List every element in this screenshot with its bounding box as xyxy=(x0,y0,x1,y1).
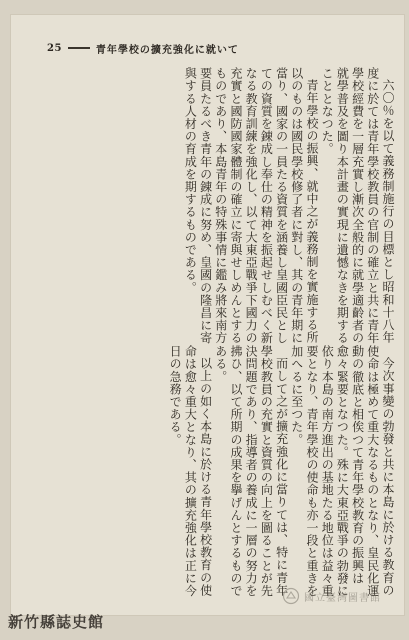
paragraph: 青年學校の振興、就中之が義務制を實施する所以のものは國民學校修了者に對し、其の青年期に當り、國家の一員たる資質を涵養し皇國臣民としての資質を錬成し奉仕の精神を振起せしむべく新なる教育訓練を強化し、以て大東亞戰爭下國力の充實と國防國家體制の確立に寄與せしめんとするものであり、本島青年の特殊事情に鑑み將來南方要員たるべき青年の錬成に努め、皇國の隆昌に寄與する人材の育成を期するものである。 xyxy=(183,67,319,345)
document-page xyxy=(10,14,405,616)
running-header xyxy=(47,41,386,55)
page-number: 25 xyxy=(47,42,62,54)
running-title: 青年學校の擴充強化に就いて xyxy=(95,44,239,56)
paragraph: 而して之が擴充強化に當りては、特に青年學校教員の充實と資質の向上を圖ることが先決問題であり、指導者の養成に一層の努力を拂ひ、以て所期の成果を擧げんとするものである。 xyxy=(213,345,289,597)
library-logo-icon xyxy=(282,587,300,605)
header-rule xyxy=(68,47,90,49)
paragraph: 以上の如く本島に於ける青年學校教育の使命は愈々重大となり、其の擴充強化は正に今日の急務である。 xyxy=(168,345,213,597)
library-watermark xyxy=(282,587,398,605)
body-text-upper xyxy=(51,67,395,347)
body-text-lower xyxy=(51,345,395,607)
paragraph: 六〇％を以て義務制施行の目標とし昭和十八年度に於ては青年學校教員の官制の確立と共に青年學校經費を一層充實し漸次全般的に就學適齡者の就學普及を圖り本計畫の實現に遺憾なきを期することとなつた。 xyxy=(320,67,395,345)
paragraph: 今次事變の勃發と共に本島に於ける教育の使命は極めて重大なるものとなり、皇民化運動の徹底と相俟つて青年學校教育の振興は愈々緊要となつた。殊に大東亞戰爭の勃發に依り本島の南方進出の基地たる地位は益々重要となり、青年學校の使命も亦一段と重きを加へるに至つた。 xyxy=(289,345,395,597)
watermark-text: 國立臺灣圖書館 xyxy=(304,592,381,604)
archive-seal: 新竹縣誌史館 xyxy=(8,613,105,631)
